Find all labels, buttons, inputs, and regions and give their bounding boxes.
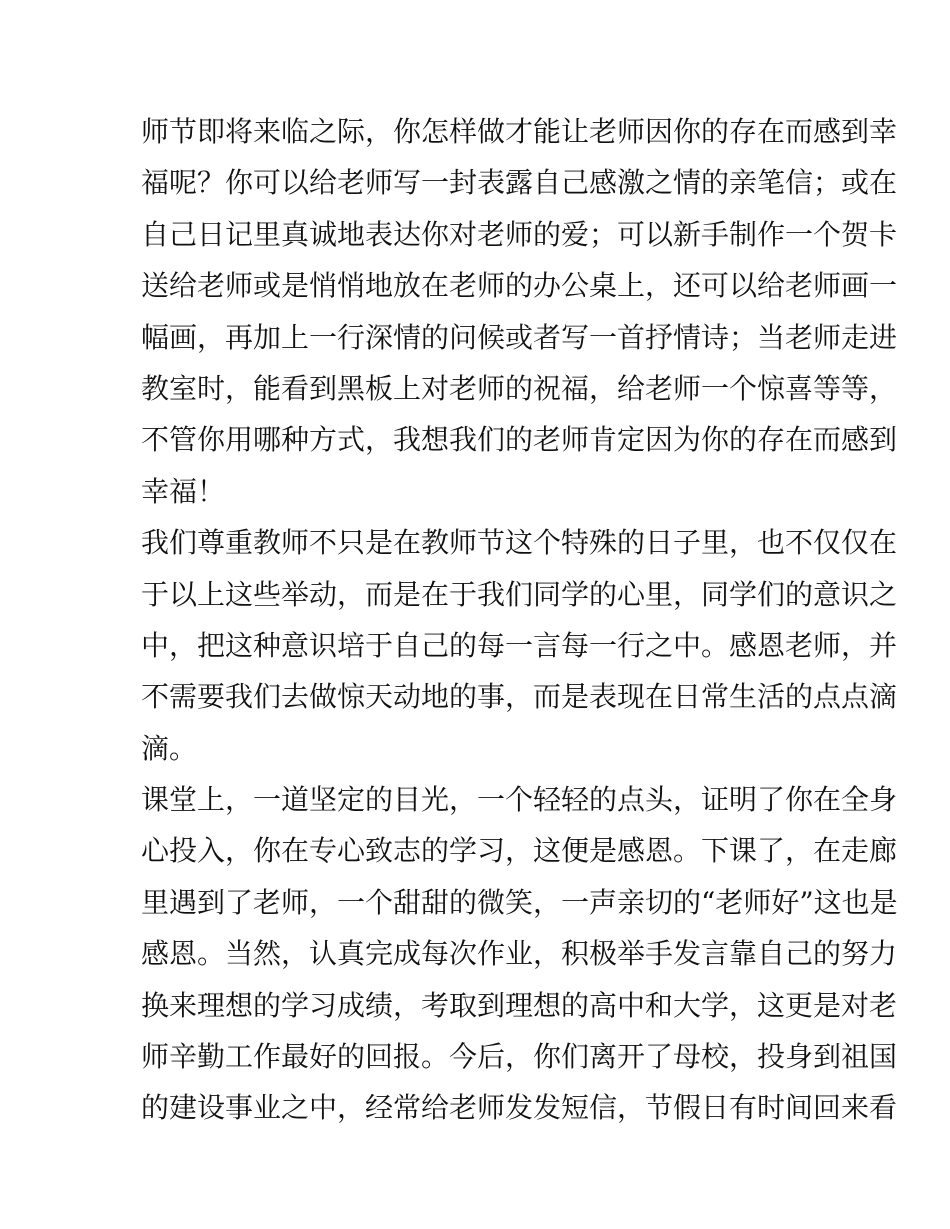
- text-line-1: 师节即将来临之际，你怎样做才能让老师因你的存在而感到幸: [141, 115, 898, 148]
- text-line-12: 不需要我们去做惊天动地的事，而是表现在日常生活的点点滴: [141, 680, 898, 714]
- text-line-13: 滴。: [141, 731, 198, 765]
- text-line-11: 中，把这种意识培于自己的每一言每一行之中。感恩老师，并: [141, 628, 898, 662]
- text-line-9: 我们尊重教师不只是在教师节这个特殊的日子里，也不仅仅在: [141, 526, 898, 560]
- text-line-5: 幅画，再加上一行深情的问候或者写一首抒情诗；当老师走进: [141, 320, 898, 354]
- text-line-3: 自己日记里真诚地表达你对老师的爱；可以新手制作一个贺卡: [141, 217, 898, 251]
- text-line-18: 换来理想的学习成绩，考取到理想的高中和大学，这更是对老: [141, 988, 898, 1022]
- text-line-17: 感恩。当然，认真完成每次作业，积极举手发言靠自己的努力: [141, 937, 898, 971]
- body-text: [141, 106, 898, 1134]
- text-line-4: 送给老师或是悄悄地放在老师的办公桌上，还可以给老师画一: [141, 269, 898, 303]
- text-line-16: 里遇到了老师，一个甜甜的微笑，一声亲切的“老师好”这也是: [141, 885, 898, 919]
- text-line-6: 教室时，能看到黑板上对老师的祝福，给老师一个惊喜等等，: [141, 371, 898, 405]
- text-line-2: 福呢？你可以给老师写一封表露自己感激之情的亲笔信；或在: [141, 166, 898, 200]
- text-line-7: 不管你用哪种方式，我想我们的老师肯定因为你的存在而感到: [141, 423, 898, 457]
- text-line-20: 的建设事业之中，经常给老师发发短信，节假日有时间回来看: [141, 1091, 898, 1125]
- text-line-19: 师辛勤工作最好的回报。今后，你们离开了母校，投身到祖国: [141, 1040, 898, 1074]
- text-line-10: 于以上这些举动，而是在于我们同学的心里，同学们的意识之: [141, 577, 898, 611]
- text-line-15: 心投入，你在专心致志的学习，这便是感恩。下课了，在走廊: [141, 834, 898, 868]
- text-line-14: 课堂上，一道坚定的目光，一个轻轻的点头，证明了你在全身: [141, 783, 898, 817]
- text-line-8: 幸福！: [141, 474, 226, 508]
